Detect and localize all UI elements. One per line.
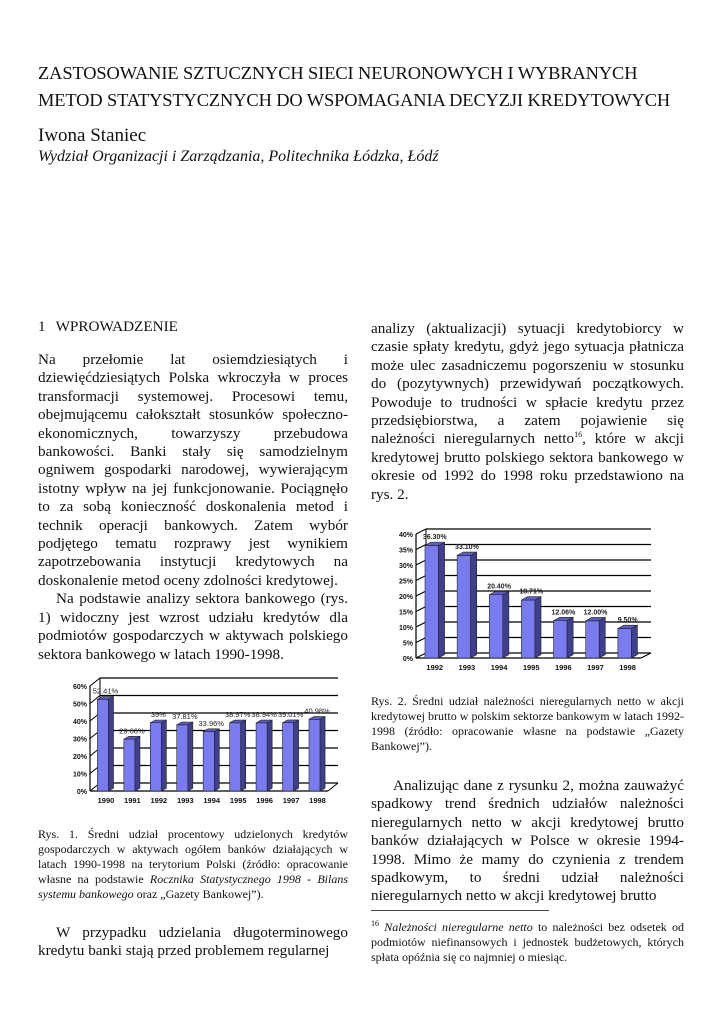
x-tick-label: 1997 — [587, 663, 604, 672]
data-label: 18.71% — [519, 588, 544, 596]
caption-source-title: Rocznika Statystycznego 1998 - Bilans systemu bankowego — [38, 872, 348, 901]
data-label: 12.06% — [551, 609, 576, 617]
footnote — [371, 916, 684, 965]
x-tick-label: 1994 — [203, 796, 221, 805]
paragraph-analysis: Na podstawie analizy sektora bankowego (rys. 1) widoczny jest wzrost udziału kredytów dla podmiotów gospodarczych w aktywach polskiego sektora bankowego w latach 1990-1998. — [38, 590, 348, 663]
bar-side-1994 — [503, 591, 509, 658]
footnote-reference[interactable]: 16 — [574, 430, 583, 440]
bar-side-1998 — [631, 625, 637, 658]
bar-side-1994 — [214, 729, 219, 791]
bar-1998 — [309, 719, 320, 791]
floor-edge — [641, 653, 651, 658]
bar-side-1997 — [294, 720, 299, 791]
data-label: 20.40% — [487, 583, 511, 591]
paragraph-text-end: , które w akcji kredytowej brutto polskiego sektora bankowego w okresie od 1992 do 1998 roku przedstawiono na rys. 2. — [371, 430, 684, 503]
x-tick-label: 1998 — [619, 663, 636, 672]
figure-2-caption: Rys. 2. Średni udział należności nieregularnych netto w akcji kredytowej brutto w polskim sektorze bankowym w latach 1992-1998 (źródło: opracowanie własne na podstawie „Gazety Bankowej”). — [371, 694, 684, 753]
gridline-diagonal — [416, 653, 426, 658]
bar-side-1996 — [267, 720, 272, 791]
y-tick-label: 50% — [72, 701, 87, 709]
bar-side-1992 — [161, 720, 166, 791]
bar-side-1991 — [135, 736, 140, 791]
data-label: 9.50% — [617, 617, 638, 625]
right-column-body — [371, 320, 684, 504]
bar-1996 — [554, 621, 568, 658]
y-tick-label: 15% — [398, 609, 413, 617]
bar-1993 — [177, 725, 188, 791]
y-tick-label: 0% — [76, 789, 87, 796]
bar-1996 — [256, 723, 267, 791]
bar-1995 — [521, 600, 535, 658]
gridline-diagonal — [416, 560, 426, 565]
y-tick-label: 40% — [72, 719, 87, 726]
left-column-continuation — [38, 924, 348, 961]
bar-side-1993 — [471, 552, 477, 658]
gridline-diagonal — [416, 638, 426, 643]
bar-side-1993 — [188, 722, 193, 791]
paragraph-intro: Na przełomie lat osiemdziesiątych i dziewięćdziesiątych Polska wkroczyła w proces transformacji systemowej. Procesowi temu, obejmującemu całokształt stosunków społeczno-ekonomicznych, towarzyszy przebudowa bankowości. Banki stały się samodzielnym ogniwem gospodarki narodowej, wywierającym istotny wpływ na jej funkcjonowanie. Pociągnęło to za sobą konieczność doskonalenia metod i technik operacji bankowych. Zatem wybór podjętego tematu rozprawy jest wynikiem zapotrzebowania instytucji kredytowych na doskonalenie metod oceny zdolności kredytowej. — [38, 351, 348, 589]
x-tick-label: 1990 — [97, 796, 115, 805]
data-label: 36.30% — [422, 534, 447, 542]
bar-side-1998 — [320, 717, 325, 791]
bar-1992 — [425, 545, 439, 658]
bar-1994 — [489, 595, 503, 658]
data-label: 39% — [150, 710, 166, 720]
gridline-diagonal — [416, 607, 426, 612]
x-tick-label: 1992 — [426, 663, 444, 672]
bar-1991 — [124, 739, 135, 791]
paragraph-long-term-credit: W przypadku udzielania długoterminowego kredytu banki stają przed problemem regularnej — [38, 924, 348, 960]
caption-text: Rys. 1. Średni udział procentowy udzielonych kredytów gospodarczych w aktywach ogółem banków działających w latach 1990-1998 na terytorium Polski (źródło: opracowanie własne na podstawie — [38, 827, 348, 886]
data-label: 37.81% — [172, 712, 198, 722]
y-tick-label: 20% — [72, 754, 87, 761]
gridline-diagonal — [416, 576, 426, 581]
gridline-diagonal — [416, 545, 426, 550]
bar-side-1992 — [439, 542, 445, 658]
x-tick-label: 1996 — [554, 663, 572, 672]
author-affiliation: Wydział Organizacji i Zarządzania, Politechnika Łódzka, Łódź — [38, 148, 439, 165]
x-tick-label: 1995 — [229, 796, 247, 805]
y-tick-label: 0% — [402, 656, 413, 663]
y-tick-label: 25% — [398, 578, 413, 586]
paragraph-trend: Analizując dane z rysunku 2, można zauważyć spadkowy trend średnich udziałów należności nieregularnych netto w akcji kredytowej brutto banków działających w Polsce w okresie 1994-1998. Mimo że mamy do czynienia z trendem spadkowym, to średni udział należności nieregularnych netto w akcji kredytowej brutto — [371, 777, 684, 905]
data-label: 29.66% — [119, 726, 145, 736]
bar-1997 — [586, 621, 600, 658]
title-line-1: ZASTOSOWANIE SZTUCZNYCH SIECI NEURONOWYCH I WYBRANYCH — [38, 63, 638, 83]
floor-edge — [328, 783, 338, 791]
x-tick-label: 1996 — [256, 796, 273, 805]
data-label: 52.41% — [92, 686, 119, 696]
data-label: 33.10% — [455, 544, 479, 552]
bar-side-1997 — [599, 617, 605, 658]
paragraph-text: analizy (aktualizacji) sytuacji kredytobiorcy w czasie spłaty kredytu, gdyż jego sytuacja płatnicza może ulec zasadniczemu pogorszeniu w stosunku do (pozytywnych) przewidywań początkowych. Powoduje to trudności w spłacie kredytu przez przedsiębiorstwa, a zatem pojawienie się należności nieregularnych netto — [371, 320, 684, 448]
x-tick-label: 1995 — [522, 663, 540, 672]
bar-1990 — [97, 699, 108, 791]
gridline-diagonal — [416, 622, 426, 627]
y-tick-label: 10% — [398, 625, 413, 632]
bar-side-1996 — [567, 617, 573, 658]
y-tick-label: 30% — [398, 563, 413, 570]
author-name: Iwona Staniec — [38, 125, 147, 146]
bar-1997 — [283, 723, 294, 791]
gridline-diagonal — [90, 678, 100, 686]
bar-1992 — [150, 723, 161, 791]
bar-side-1995 — [535, 597, 541, 658]
bar-1993 — [457, 555, 471, 658]
footnote-divider — [371, 910, 549, 911]
x-tick-label: 1993 — [176, 796, 194, 805]
data-label: 38.94% — [251, 710, 277, 720]
bar-1998 — [618, 629, 632, 658]
section-title: WPROWADZENIE — [55, 318, 178, 335]
x-tick-label: 1991 — [124, 796, 141, 805]
right-column-continuation — [371, 777, 684, 906]
footnote-term: Należności nieregularne netto — [384, 920, 533, 934]
footnote-text: to należności bez odsetek od podmiotów niefinansowych i jednostek budżetowych, których spłata opóźnia się co najmniej o miesiąc. — [371, 920, 684, 964]
paragraph-credit-analysis — [371, 320, 684, 504]
y-tick-label: 10% — [72, 771, 87, 779]
section-number: 1 — [38, 318, 46, 335]
x-tick-label: 1998 — [309, 796, 326, 805]
caption-text-end: oraz „Gazety Bankowej”). — [133, 887, 264, 901]
y-tick-label: 30% — [72, 736, 87, 744]
y-tick-label: 20% — [398, 594, 413, 601]
left-column-body — [38, 351, 348, 664]
figure-2-chart — [386, 522, 676, 674]
data-label: 12.00% — [583, 609, 608, 617]
x-tick-label: 1992 — [150, 796, 168, 805]
footnote-number: 16 — [371, 919, 379, 928]
x-tick-label: 1994 — [490, 663, 508, 672]
data-label: 33.96% — [198, 718, 224, 728]
data-label: 39.01% — [277, 709, 304, 719]
data-label: 40.98% — [304, 706, 330, 716]
y-tick-label: 60% — [72, 684, 87, 691]
bar-1995 — [230, 723, 241, 791]
title-line-2: METOD STATYSTYCZNYCH DO WSPOMAGANIA DECYZJI KREDYTOWYCH — [38, 90, 671, 110]
y-tick-label: 5% — [402, 640, 413, 648]
figure-1-caption — [38, 827, 348, 902]
bar-side-1990 — [109, 697, 114, 791]
y-tick-label: 40% — [398, 532, 413, 539]
data-label: 38.97% — [224, 710, 251, 720]
paper-title — [38, 60, 698, 114]
figure-1-chart — [60, 676, 340, 808]
bar-1994 — [203, 732, 214, 791]
x-tick-label: 1993 — [458, 663, 476, 672]
x-tick-label: 1997 — [282, 796, 300, 805]
gridline-diagonal — [416, 591, 426, 596]
section-heading — [38, 318, 178, 336]
y-tick-label: 35% — [398, 547, 413, 555]
bar-side-1995 — [241, 720, 246, 791]
